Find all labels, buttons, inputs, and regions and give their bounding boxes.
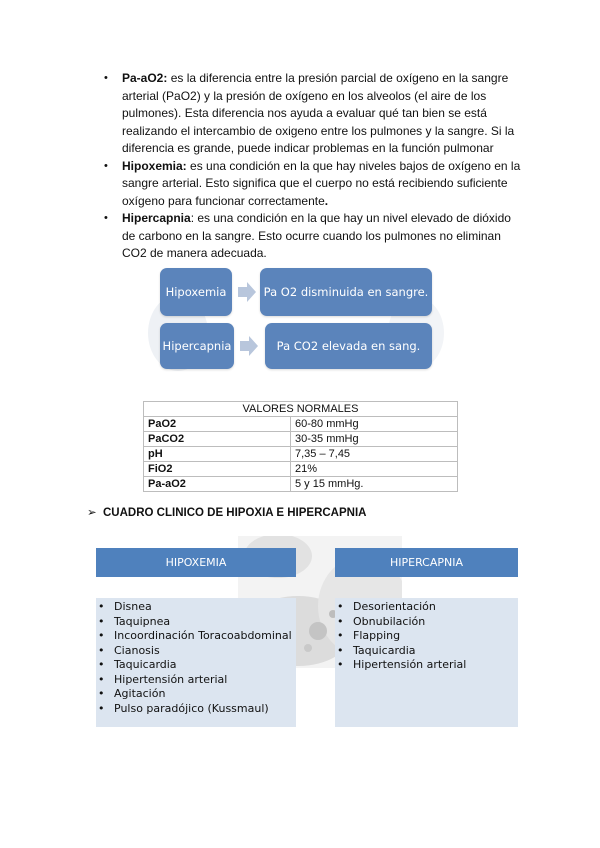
flow-box-hipercapnia: Hipercapnia (160, 323, 234, 369)
table-key: pH (144, 447, 291, 462)
hipercapnia-panel (335, 598, 518, 727)
chevron-right-icon: ➢ (87, 507, 97, 519)
table-value: 30-35 mmHg (291, 432, 458, 447)
definitions-list (102, 70, 522, 263)
definition-term: Pa-aO2: (122, 71, 168, 85)
definition-pa-ao2: • Pa-aO2: es la diferencia entre la presión parcial de oxígeno en la sangre arterial (PaO2) y la presión de oxígeno en los alveolos (el aire de los pulmones). Esta diferencia nos ayuda a evaluar qué tan bien se está realizando el intercambio de oxigeno entre los pulmones y la sangre. Si la diferencia es grande, puede indicar problemas en la función pulmonar (104, 71, 515, 155)
flow-box-hipoxemia: Hipoxemia (160, 268, 232, 316)
hipoxemia-list (96, 598, 296, 716)
definition-hipercapnia: • Hipercapnia: es una condición en la que hay un nivel elevado de dióxido de carbono en la sangre. Esto ocurre cuando los pulmones no eliminan CO2 de manera adecuada. (104, 211, 511, 260)
definition-hipoxemia: • Hipoxemia: es una condición en la que hay niveles bajos de oxígeno en la sangre arterial. Esto significa que el cuerpo no está recibiendo suficiente oxígeno para funcionar correctamente. (104, 158, 521, 208)
table-key: PaCO2 (144, 432, 291, 447)
hipercapnia-list (335, 598, 518, 673)
list-item: • Obnubilación (335, 615, 518, 630)
table-row (144, 462, 458, 477)
table-key: Pa-aO2 (144, 477, 291, 492)
list-item: • Pulso paradójico (Kussmaul) (96, 702, 296, 717)
table-value: 5 y 15 mmHg. (291, 477, 458, 492)
table-title: VALORES NORMALES (144, 402, 458, 417)
table-key: FiO2 (144, 462, 291, 477)
table-row (144, 477, 458, 492)
flow-box-pa-co2: Pa CO2 elevada en sang. (265, 323, 432, 369)
hipoxemia-header: HIPOXEMIA (96, 548, 296, 577)
table-value: 7,35 – 7,45 (291, 447, 458, 462)
hipoxemia-panel (96, 598, 296, 727)
list-item: • Flapping (335, 629, 518, 644)
list-item: • Hipertensión arterial (96, 673, 296, 688)
definition-text: es una condición en la que hay niveles bajos de oxígeno en la sangre arterial. Esto significa que el cuerpo no está recibiendo suficiente oxígeno para funcionar correctamente (122, 158, 521, 208)
definition-tail: . (324, 193, 329, 208)
flow-box-pa-o2: Pa O2 disminuida en sangre. (260, 268, 432, 316)
list-item: • Disnea (96, 600, 296, 615)
list-item: • Cianosis (96, 644, 296, 659)
section-title (87, 505, 366, 519)
table-row (144, 417, 458, 432)
definition-term: Hipercapnia (122, 211, 191, 225)
table-row (144, 432, 458, 447)
table-row (144, 447, 458, 462)
section-title-text: CUADRO CLINICO DE HIPOXIA E HIPERCAPNIA (103, 507, 367, 519)
list-item: • Hipertensión arterial (335, 658, 518, 673)
list-item: • Agitación (96, 687, 296, 702)
normal-values-table (143, 401, 458, 492)
definition-text: : es una condición en la que hay un nivel elevado de dióxido de carbono en la sangre. Esto ocurre cuando los pulmones no eliminan CO2 de manera adecuada. (122, 211, 511, 260)
arrow-right-icon (240, 336, 258, 356)
table-header-row (144, 402, 458, 417)
table-key: PaO2 (144, 417, 291, 432)
list-item: • Taquipnea (96, 615, 296, 630)
list-item: • Taquicardia (96, 658, 296, 673)
table-value: 21% (291, 462, 458, 477)
list-item: • Taquicardia (335, 644, 518, 659)
arrow-right-icon (238, 282, 256, 302)
table-value: 60-80 mmHg (291, 417, 458, 432)
definition-text: es la diferencia entre la presión parcial de oxígeno en la sangre arterial (PaO2) y la presión de oxígeno en los alveolos (el aire de los pulmones). Esta diferencia nos ayuda a evaluar qué tan bien se está realizando el intercambio de oxigeno entre los pulmones y la sangre. Si la diferencia es grande, puede indicar problemas en la función pulmonar (122, 71, 515, 155)
list-item: • Incoordinación Toracoabdominal (96, 629, 296, 644)
definition-term: Hipoxemia: (122, 158, 187, 173)
list-item: • Desorientación (335, 600, 518, 615)
hipercapnia-header: HIPERCAPNIA (335, 548, 518, 577)
